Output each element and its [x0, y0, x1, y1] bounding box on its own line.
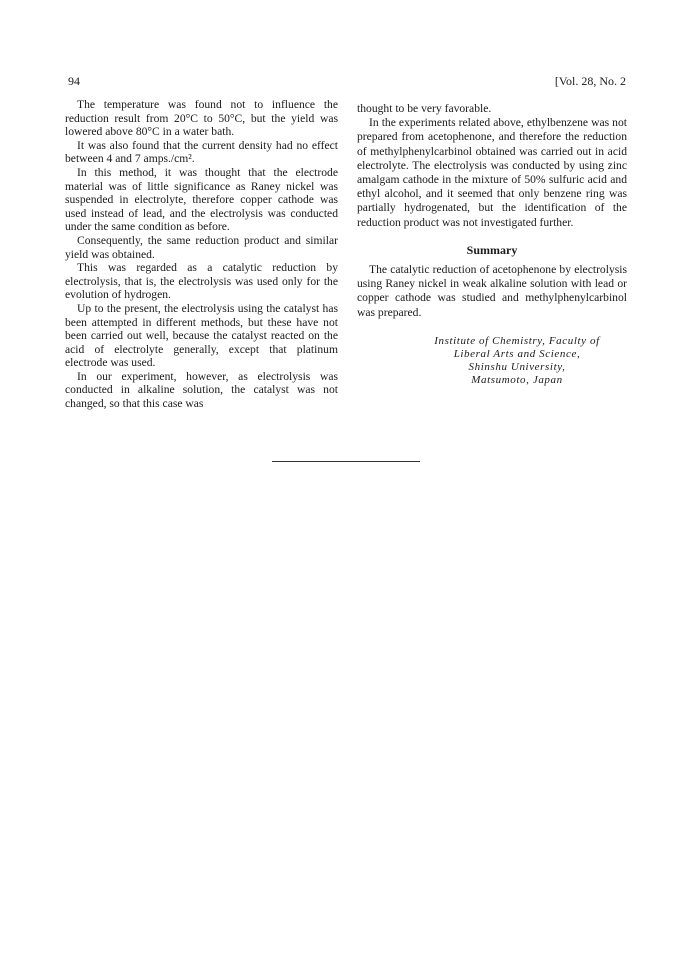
paragraph: It was also found that the current density had no effect between 4 and 7 amps./cm². [65, 138, 338, 166]
paragraph: This was regarded as a catalytic reduction by electrolysis, that is, the electrolysis was used only for the evolution of hydrogen. [65, 261, 338, 302]
paragraph-continuation: thought to be very favorable. [357, 102, 492, 115]
affiliation-line: Matsumoto, Japan [471, 373, 563, 386]
summary-paragraph: The catalytic reduction of acetophenone by electrolysis using Raney nickel in weak alkaline solution with lead or copper cathode was studied and methylphenylcarbinol was prepared. [357, 263, 627, 319]
paragraph: In this method, it was thought that the electrode material was of little significance as Raney nickel was suspended in electrolyte, therefore copper cathode was used instead of lead, and the electrolysis was conducted under the same condition as before. [65, 165, 338, 234]
paragraph: Up to the present, the electrolysis using the catalyst has been attempted in different methods, but these have not been carried out well, because the catalyst reacted on the acid of electrolyte generally, except that platinum electrode was used. [65, 301, 338, 370]
affiliation-line: Institute of Chemistry, Faculty of [434, 334, 600, 347]
end-rule [272, 461, 420, 462]
page-number: 94 [68, 74, 80, 88]
affiliation-line: Shinshu University, [468, 360, 566, 373]
affiliation-line: Liberal Arts and Science, [453, 347, 581, 360]
paragraph: The temperature was found not to influence the reduction result from 20°C to 50°C, but the yield was lowered above 80°C in a water bath. [65, 98, 338, 139]
affiliation [407, 335, 627, 387]
paragraph: Consequently, the same reduction product and similar yield was obtained. [65, 233, 338, 261]
volume-info: [Vol. 28, No. 2 [554, 74, 626, 88]
paragraph: In our experiment, however, as electrolysis was conducted in alkaline solution, the catalyst was not changed, so that this case was [65, 369, 338, 411]
summary-heading: Summary [466, 242, 518, 257]
paragraph: In the experiments related above, ethylbenzene was not prepared from acetophenone, and therefore the reduction of methylphenylcarbinol obtained was carried out in acid electrolyte. The electrolysis was conducted by using zinc amalgam cathode in the mixture of 50% sulfuric acid and ethyl alcohol, and it seemed that only benzene ring was partially hydrogenated, but the identification of the reduction product was not investigated further. [357, 116, 627, 229]
left-column [65, 98, 338, 411]
right-column [357, 102, 627, 387]
